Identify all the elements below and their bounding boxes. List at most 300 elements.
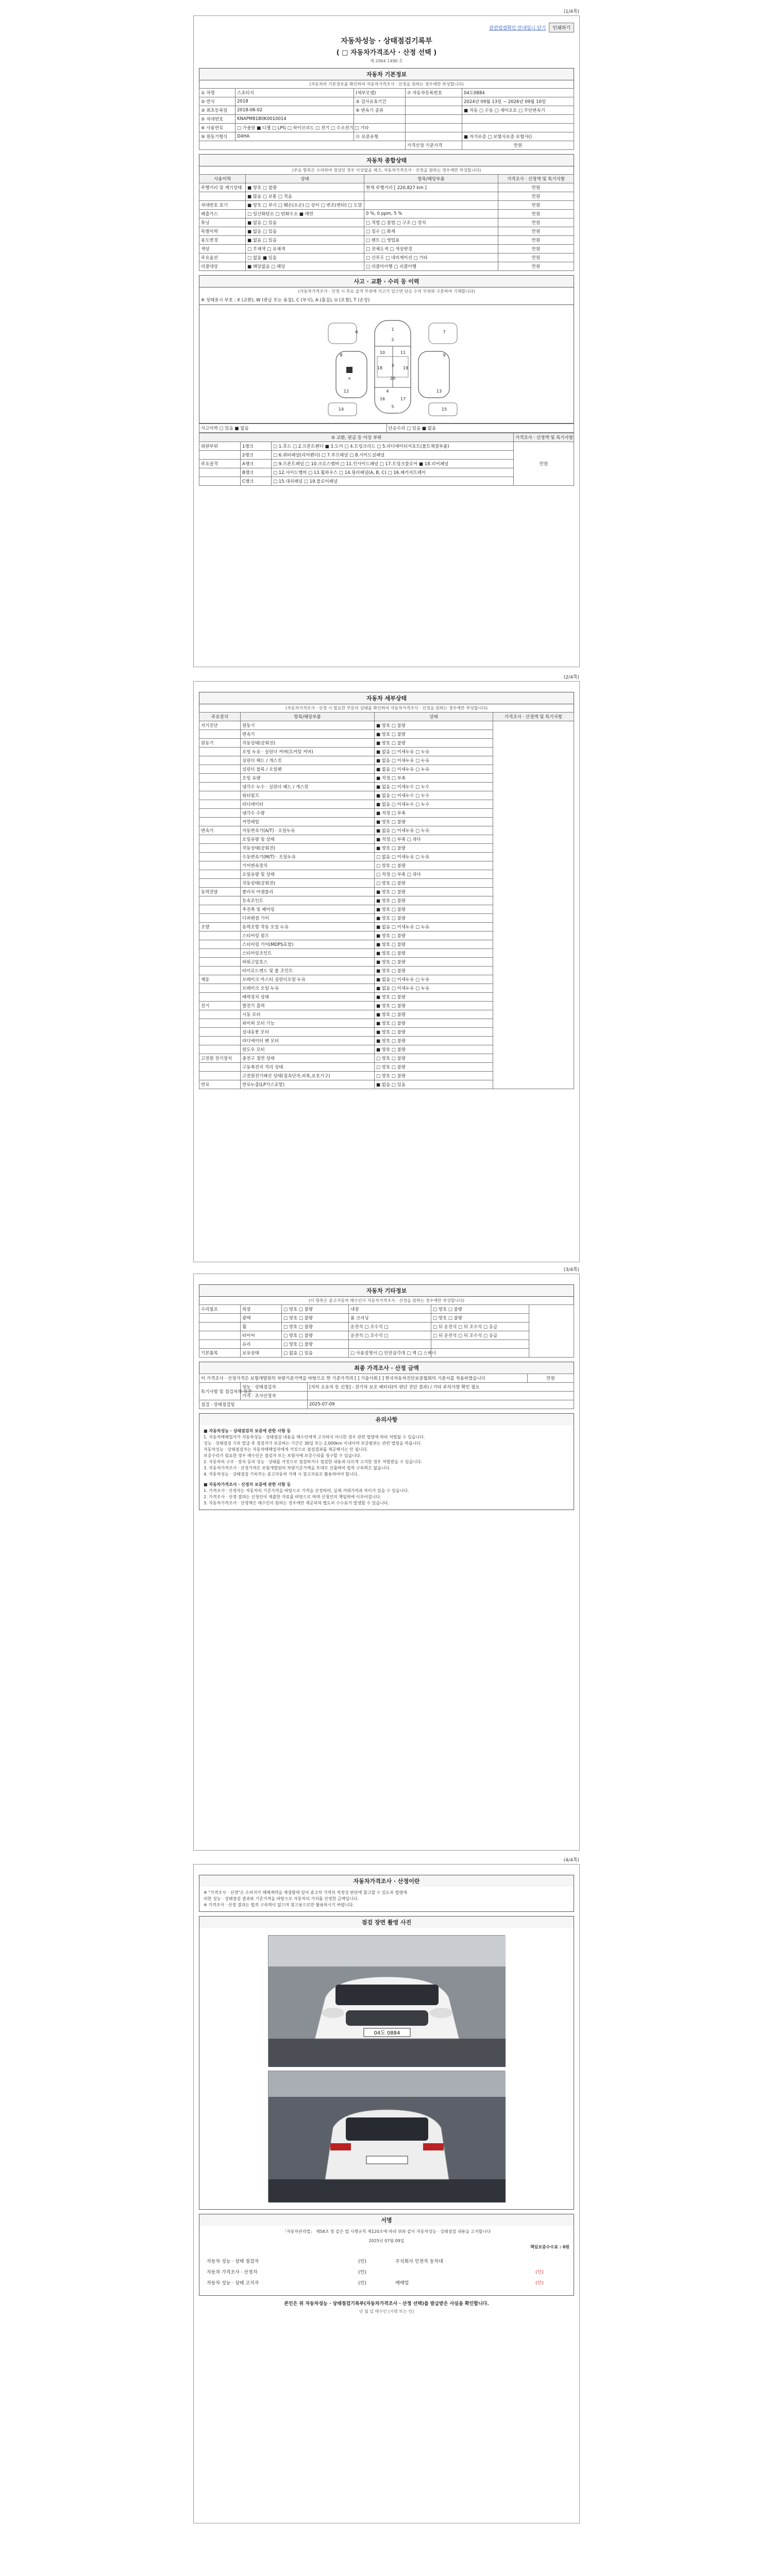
guide-line-3: ※ 가격조사 · 산정 결과는 법적 구속력이 없으며 참고용으로만 활용하시기 바랍니다. — [204, 1903, 355, 1907]
signer-role: 자동차 성능 · 상태 고지자 — [207, 2281, 259, 2286]
notice-line: 자동차성능 · 상태점검자는 자동차매매업자에게 거짓으로 점검결과를 제공해서는 안 됩니다. — [204, 1447, 368, 1452]
car-outline-icon — [326, 315, 460, 418]
state-cell-d: 0 %, 0 ppm, 5 % — [364, 210, 498, 218]
basic-value: 2018-06-02 — [236, 106, 354, 115]
overall-state-note: (주요 항목은 수리하여 정상인 경우 이상없음 체크, 자동차가격조사 · 산정을 원하는 경우에만 작성합니다) — [199, 166, 574, 174]
etc-cell-g: 수리필요 — [199, 1305, 241, 1314]
basic-value3 — [462, 124, 574, 132]
state-cell-k: 배출가스 — [199, 210, 246, 218]
detail-group — [199, 1045, 241, 1054]
diagram-part-label: 12 — [343, 389, 349, 394]
photo-heading: 점검 장면 촬영 사진 — [199, 1916, 574, 1928]
detail-group — [199, 791, 241, 800]
state-cell-p: 만원 — [498, 210, 574, 218]
detail-item: 실린더 헤드 / 개스킷 — [241, 756, 375, 765]
signer-row — [204, 2256, 569, 2266]
notice-line: 4. 자동차성능 · 상태점검 기록부는 중고자동차 거래 시 참고자료로 활용하여야 합니다. — [204, 1472, 359, 1477]
state-cell-p: 만원 — [498, 201, 574, 210]
detail-group: 원동기 — [199, 739, 241, 748]
frame-cell-k — [199, 451, 241, 460]
detail-group — [199, 748, 241, 756]
etc-cell-i2: 룸 크리닝 — [349, 1314, 431, 1323]
basic-value: D4HA — [236, 132, 354, 141]
detail-item: 오일유량 및 상태 — [241, 870, 375, 879]
detail-note: (자동차가격조사 · 산정 시 필요한 부분의 상태를 확인하여 자동차가격조사 · 산정을 원하는 경우에만 작성합니다) — [199, 704, 574, 712]
final-price-unit: 만원 — [528, 1374, 574, 1383]
state-cell-k: 튜닝 — [199, 218, 246, 227]
signer-mark: (인) — [358, 2270, 366, 2275]
state-cell-d: □ 선루프 □ 네비게이션 □ 기타 — [364, 253, 498, 262]
state-cell-p: 만원 — [498, 183, 574, 192]
notice-line: 2. 자동차의 구조 · 장치 등의 성능 · 상태를 거짓으로 점검하거나 점검한 내용과 다르게 고지한 경우 처벌받을 수 있습니다. — [204, 1460, 423, 1464]
final-price-table — [199, 1374, 574, 1409]
state-row — [199, 183, 574, 192]
detail-state: ■ 없음 □ 미세누유 □ 누유 — [375, 756, 493, 765]
detail-col-2: 상태 — [375, 713, 493, 721]
state-cell-d: □ 침수 □ 화재 — [364, 227, 498, 236]
detail-group: 연료 — [199, 1080, 241, 1089]
state-cell-k: 차대번호 표기 — [199, 201, 246, 210]
accident-note: (자동차가격조사 · 산정 시 주요 골격 부위에 사고가 있으면 단순 수리 부위와 구분하여 기재합니다) — [199, 287, 574, 295]
state-cell-s: □ 무채색 □ 유채색 — [246, 245, 364, 253]
notice-line: 2. 가격조사 · 산정 결과는 신청인이 제출한 자료를 바탕으로 하며 신청인의 책임하에 이루어집니다. — [204, 1495, 381, 1499]
page-number: (3/4쪽) — [563, 1267, 579, 1273]
frame-cell-v: □ 6.쿼터패널(리어펜더) □ 7.루프패널 □ 8.사이드실패널 — [272, 451, 514, 460]
basic-info-note: (자동차의 기본정보를 확인하여 자동차가격조사 · 산정을 원하는 경우에만 작성합니다) — [199, 80, 574, 88]
rear-photo — [268, 2071, 505, 2202]
print-button[interactable]: 인쇄하기 — [549, 23, 574, 32]
detail-state: ■ 양호 □ 불량 — [375, 844, 493, 853]
state-cell-s: ■ 양호 □ 불량 — [246, 183, 364, 192]
detail-state: □ 양호 □ 불량 — [375, 1072, 493, 1080]
etc-cell-i: 보유상태 — [241, 1349, 282, 1358]
final-price-text: 이 가격조사 · 산정가격은 보험개발원의 차량기준가액을 바탕으로 한 기준가격과 [ ] 기술사회 [ ] 한국자동차진단보증협회의 기준서를 적용하였습니다 — [199, 1374, 528, 1383]
detail-group — [199, 1037, 241, 1045]
etc-row — [199, 1305, 574, 1314]
detail-group — [199, 835, 241, 844]
state-cell-d — [364, 192, 498, 201]
etc-row — [199, 1314, 574, 1323]
basic-value3: 04도0884 — [462, 89, 574, 97]
basic-value: □ 가솔린 ■ 디젤 □ LPG □ 하이브리드 □ 전기 □ 수소전기 □ 기타 — [236, 124, 354, 132]
detail-state: ■ 양호 □ 불량 — [375, 888, 493, 896]
detail-group — [199, 870, 241, 879]
basic-key: ② 연식 — [199, 97, 236, 106]
etc-cell-g — [199, 1340, 241, 1349]
state-cell-s: ■ 많음 □ 보통 □ 적음 — [246, 192, 364, 201]
etc-price-col — [529, 1305, 574, 1358]
toolbar — [199, 22, 574, 32]
detail-state: ■ 양호 □ 불량 — [375, 1010, 493, 1019]
doc-number: 제 2064 1490 호 — [370, 59, 403, 63]
basic-row — [199, 97, 574, 106]
notice-line: 1. 가격조사 · 산정자는 자동차의 기준가격을 바탕으로 가격을 산정하며, 실제 거래가격과 차이가 있을 수 있습니다. — [204, 1488, 409, 1493]
detail-item: 충전구 절연 상태 — [241, 1054, 375, 1063]
etc-cell-s: □ 양호 □ 불량 — [282, 1314, 349, 1323]
guide-heading: 자동차가격조사 · 산정이란 — [199, 1875, 574, 1887]
detail-item: 워터펌프 — [241, 791, 375, 800]
detail-state: □ 적정 □ 부족 □ 과다 — [375, 870, 493, 879]
detail-col-1: 항목/해당부품 — [241, 713, 375, 721]
state-cell-d: □ 적법 □ 불법 □ 구조 □ 장치 — [364, 218, 498, 227]
signer-right-role: 주식회사 인천자 동차대 — [395, 2259, 443, 2264]
state-cell-k — [199, 192, 246, 201]
basic-info-heading: 자동차 기본정보 — [199, 68, 574, 80]
signer-right-mark: (인) — [535, 2270, 544, 2275]
etc-table — [199, 1304, 574, 1358]
notice-line: 3. 자동차가격조사 · 산정가격은 보험개발원의 차량기준가액을 토대로 산출하며 법적 구속력은 없습니다. — [204, 1466, 391, 1470]
state-cell-s: ■ 양호 □ 부식 □ 훼손(오손) □ 상이 □ 변조(변타) □ 도말 — [246, 201, 364, 210]
detail-item: 브레이크 오일 누유 — [241, 984, 375, 993]
state-cell-d: □ 리콜미이행 □ 리콜이행 — [364, 262, 498, 271]
detail-group — [199, 1028, 241, 1037]
notice-sub2: ■ 자동차가격조사 · 산정자 보증에 관한 사항 등 — [204, 1482, 291, 1487]
basic-key3 — [406, 106, 462, 115]
detail-state: □ 없음 □ 미세누유 □ 누유 — [375, 853, 493, 861]
state-cell-k: 색상 — [199, 245, 246, 253]
detail-group — [199, 949, 241, 958]
detail-group — [199, 809, 241, 818]
final-price-title: 최종 가격조사 · 산정 금액 — [354, 1365, 419, 1371]
detail-item: 기어변속장치 — [241, 861, 375, 870]
basic-key3 — [406, 97, 462, 106]
detail-item: 추진축 및 베어링 — [241, 905, 375, 914]
guide-line-1: ※ "가격조사 · 산정"은 소비자가 매매계약을 체결함에 있어 중고차 가격의 적정성 판단에 참고할 수 있도록 법령에 — [204, 1890, 407, 1895]
basic-value3: ■ 자동 □ 수동 □ 세미오토 □ 무단변속기 — [462, 106, 574, 115]
etc-row — [199, 1340, 574, 1349]
detail-item: 스티어링 기어(MDPS포함) — [241, 940, 375, 949]
detail-group — [199, 730, 241, 739]
special-label: 특기사항 및 점검자의 의견 — [199, 1383, 241, 1400]
diagram-part-label: 16 — [379, 397, 385, 401]
price-basis-unit: 만원 — [462, 141, 574, 150]
etc-cell-g — [199, 1323, 241, 1331]
etc-cell-s: □ 없음 □ 있음 — [282, 1349, 349, 1358]
state-cell-d — [364, 201, 498, 210]
state-cell-k: 특별이력 — [199, 227, 246, 236]
state-cell-k: 리콜대상 — [199, 262, 246, 271]
etc-cell-i: 외장 — [241, 1305, 282, 1314]
notice-line: 3. 자동차가격조사 · 산정액은 매수인이 원하는 경우에만 제공되며 별도의 수수료가 발생할 수 있습니다. — [204, 1501, 390, 1505]
basic-key2: (세부모델) — [354, 89, 406, 97]
detail-state: ■ 양호 □ 불량 — [375, 949, 493, 958]
diagram-part-label: 11 — [400, 350, 406, 355]
basic-key: ① 차명 — [199, 89, 236, 97]
diagram-part-label: 5 — [391, 404, 394, 409]
state-cell-s: ■ 없음 □ 있음 — [246, 227, 364, 236]
detail-group: 전기 — [199, 1002, 241, 1010]
etc-cell-i: 휠 — [241, 1323, 282, 1331]
etc-cell-s2 — [431, 1340, 529, 1349]
detail-item: 연료누출(LP가스포함) — [241, 1080, 375, 1089]
detail-item: 윈도우 모터 — [241, 1045, 375, 1054]
signer-row — [204, 2277, 569, 2288]
etc-row — [199, 1349, 574, 1358]
detail-heading: 자동차 세부상태 — [199, 692, 574, 704]
diagram-part-label: 15 — [441, 407, 447, 412]
guide-line-2: 의한 성능 · 상태점검 결과와 기준가격을 바탕으로 자동차의 가치를 산정한 금액입니다. — [204, 1896, 359, 1901]
signer-right-role — [392, 2266, 532, 2277]
detail-group — [199, 879, 241, 888]
detail-item: 와이퍼 모터 기능 — [241, 1019, 375, 1028]
frame-cell-rank: A랭크 — [241, 460, 272, 468]
detail-state: ■ 양호 □ 불량 — [375, 967, 493, 975]
frame-heading: ⑤ 교환, 판금 등 이상 부위 — [199, 433, 514, 442]
state-cell-d: □ 전체도색 □ 색상변경 — [364, 245, 498, 253]
basic-key: ⑥ 사용연료 — [199, 124, 236, 132]
special-inspector: 성능 · 상태점검자 — [241, 1383, 308, 1392]
basic-key2: ③ 검사유효기간 — [354, 97, 406, 106]
etc-cell-s2: □ 양호 □ 불량 — [431, 1314, 529, 1323]
state-cell-p: 만원 — [498, 218, 574, 227]
etc-cell-i: 유리 — [241, 1340, 282, 1349]
receipt-sign: 년 월 일 매수인 (서명 또는 인) — [359, 2309, 414, 2314]
detail-state: ■ 없음 □ 미세누수 □ 누수 — [375, 791, 493, 800]
detail-item: 클러치 어셈블리 — [241, 888, 375, 896]
record-page-3 — [193, 1267, 580, 1851]
diagram-part-label: 14 — [338, 407, 344, 412]
detail-state: ■ 없음 □ 미세누유 □ 누유 — [375, 975, 493, 984]
frame-cell-k — [199, 468, 241, 477]
detail-item: 배력장치 상태 — [241, 993, 375, 1002]
signer-mark: (인) — [358, 2281, 366, 2286]
detail-item: 라디에이터 팬 모터 — [241, 1037, 375, 1045]
frame-cell-v: □ 15.대쉬패널 □ 19.플로어패널 — [272, 477, 514, 486]
detail-group — [199, 1019, 241, 1028]
detail-group — [199, 818, 241, 826]
detail-item: 시동 모터 — [241, 1010, 375, 1019]
detail-item: 스티어링조인트 — [241, 949, 375, 958]
detail-item: 타이로드엔드 및 볼 조인트 — [241, 967, 375, 975]
signer-role: 자동차 가격조사 · 산정자 — [207, 2270, 258, 2275]
basic-key3 — [406, 124, 462, 132]
simple-repair-yesno: 단순수리 □ 있음 ■ 없음 — [386, 424, 574, 433]
detail-group — [199, 1010, 241, 1019]
accident-summary — [199, 423, 574, 433]
detail-state: ■ 양호 □ 불량 — [375, 1045, 493, 1054]
state-row — [199, 210, 574, 218]
detail-group — [199, 800, 241, 809]
detail-state: ■ 양호 □ 불량 — [375, 818, 493, 826]
diagram-part-label: 19 — [402, 366, 409, 370]
state-col-1: 상태 — [246, 175, 364, 183]
overall-state-heading: 자동차 종합상태 — [199, 154, 574, 166]
detail-item: 동력조향 작동 오일 누유 — [241, 923, 375, 931]
state-cell-p: 만원 — [498, 236, 574, 245]
detail-state: ■ 양호 □ 불량 — [375, 931, 493, 940]
detail-group: 고전원 전기장치 — [199, 1054, 241, 1063]
notice-line: 보증수리가 필요한 경우 매수인은 점검자 또는 보험사에 보증수리를 청구할 수 있습니다. — [204, 1453, 362, 1458]
record-page-4 — [193, 1858, 580, 2523]
frame-cell-rank: 2랭크 — [241, 451, 272, 460]
basic-value3: 2024년 09월 13일 ~ 2026년 09월 10일 — [462, 97, 574, 106]
state-row — [199, 218, 574, 227]
frame-cell-v: □ 1.후드 □ 2.프론트펜더 ■ 3.도어 □ 4.트렁크리드 □ 5.라디에이터서포트(볼트체결부품) — [272, 442, 514, 451]
sign-block — [199, 2226, 574, 2296]
detail-state: ■ 적정 □ 부족 — [375, 774, 493, 783]
state-row — [199, 192, 574, 201]
state-cell-k: 용도변경 — [199, 236, 246, 245]
signer-role: 자동차 성능 · 상태 점검자 — [207, 2259, 259, 2264]
record-page-1 — [193, 9, 580, 667]
frame-note: 가격조사 · 산정액 및 특기사항 — [514, 433, 574, 442]
basic-key2: ⑨ 변속기 종류 — [354, 106, 406, 115]
detail-state: ■ 양호 □ 불량 — [375, 1019, 493, 1028]
detail-group: 자기진단 — [199, 721, 241, 730]
price-basis-label: 가격산정 기준가격 — [406, 141, 462, 150]
detail-state: ■ 양호 □ 불량 — [375, 739, 493, 748]
detail-state: ■ 양호 □ 불량 — [375, 721, 493, 730]
detail-item: 발전기 출력 — [241, 1002, 375, 1010]
diagram-part-label: 20 — [390, 376, 396, 381]
etc-row — [199, 1331, 574, 1340]
detail-state: ■ 양호 □ 불량 — [375, 896, 493, 905]
accident-heading: 사고 · 교환 · 수리 등 이력 — [199, 275, 574, 287]
frame-price: 만원 — [514, 442, 574, 486]
etc-cell-g: 기본품목 — [199, 1349, 241, 1358]
basic-value3: ■ 자가보증 □ 보험사보증 보험사() — [462, 132, 574, 141]
diagram-part-label: 2 — [391, 337, 394, 342]
detail-item: 변속기 — [241, 730, 375, 739]
signer-row — [204, 2266, 569, 2277]
car-damage-diagram — [199, 305, 574, 423]
detail-group — [199, 1063, 241, 1072]
state-col-3: 가격조사 · 산정액 및 특기사항 — [498, 175, 574, 183]
detail-group — [199, 905, 241, 914]
detail-group — [199, 861, 241, 870]
basic-key: ⑩ 원동기형식 — [199, 132, 236, 141]
detail-item: 파워고압호스 — [241, 958, 375, 967]
frame-cell-rank: 1랭크 — [241, 442, 272, 451]
detail-state: □ 양호 □ 불량 — [375, 879, 493, 888]
detail-item: 등속조인트 — [241, 896, 375, 905]
detail-state: □ 양호 □ 불량 — [375, 1063, 493, 1072]
etc-cell-i2: □ 사용설명서 □ 안전삼각대 □ 잭 □ 스패너 — [349, 1349, 431, 1358]
detail-group — [199, 958, 241, 967]
detail-state: ■ 양호 □ 불량 — [375, 958, 493, 967]
detail-state: ■ 없음 □ 미세누유 □ 누유 — [375, 923, 493, 931]
price-inspector: 가격 · 조사산정자 — [241, 1392, 308, 1400]
etc-heading: 자동차 기타정보 — [199, 1284, 574, 1296]
diagram-part-label: 1 — [391, 327, 394, 332]
etc-cell-g — [199, 1314, 241, 1323]
frame-table — [199, 433, 574, 486]
etc-cell-s2: □ 양호 □ 불량 — [431, 1305, 529, 1314]
diagram-part-label: 10 — [379, 350, 385, 355]
etc-cell-i2 — [349, 1340, 431, 1349]
diagram-part-label: 8 — [340, 353, 343, 358]
inspect-date-value: 2025-07-09 — [308, 1400, 574, 1409]
detail-state: ■ 양호 □ 불량 — [375, 1037, 493, 1045]
detail-group — [199, 993, 241, 1002]
state-cell-p: 만원 — [498, 245, 574, 253]
page-subtitle: ( □ 자동차가격조사 · 산정 선택 ) — [336, 49, 437, 57]
receipt-text: 본인은 위 자동차성능 · 상태점검기록부(자동차가격조사 · 산정 선택)를 발급받은 사실을 확인합니다. — [284, 2301, 489, 2307]
detail-state: ■ 양호 □ 불량 — [375, 940, 493, 949]
detail-col-3: 가격조사 · 산정액 및 특기사항 — [493, 713, 574, 721]
signer-table — [204, 2256, 569, 2288]
basic-key3 — [406, 115, 462, 124]
detail-item: 구동축전지 격리 상태 — [241, 1063, 375, 1072]
detail-group: 변속기 — [199, 826, 241, 835]
state-cell-s: ■ 없음 □ 있음 — [246, 218, 364, 227]
frame-cell-v: □ 9.프론트패널 □ 10.크로스멤버 □ 11.인사이드패널 □ 17.트렁크플로어 ■ 18.리어패널 — [272, 460, 514, 468]
detail-group: 조향 — [199, 923, 241, 931]
detail-item: 냉각수 수량 — [241, 809, 375, 818]
overall-state-table — [199, 174, 574, 271]
state-cell-p: 만원 — [498, 192, 574, 201]
etc-cell-i: 광택 — [241, 1314, 282, 1323]
detail-group — [199, 940, 241, 949]
detail-state: ■ 양호 □ 불량 — [375, 905, 493, 914]
special-text: [자의 소유자 등 신청] - 전기차 보조 배터리(미 판단 진단 결과) / 기타 주의사항 확인 필요 — [308, 1383, 574, 1392]
notice-line: 성능 · 상태점검 기록 발급 후 점검자가 보증하는 기간은 30일 또는 2,000km 이내이며 보증범위는 관련 법령을 따릅니다. — [204, 1441, 422, 1446]
page-number: (4/4쪽) — [563, 1858, 579, 1863]
basic-value3 — [462, 115, 574, 124]
detail-group — [199, 774, 241, 783]
basic-key: ⑤ 차대번호 — [199, 115, 236, 124]
state-cell-p: 만원 — [498, 227, 574, 236]
basic-value: KNAPM81B0K0010014 — [236, 115, 354, 124]
detail-state: ■ 없음 □ 미세누유 □ 누유 — [375, 826, 493, 835]
frame-cell-v: □ 12.사이드멤버 □ 13.휠하우스 □ 14.필러패널(A, B, C) □ 16.패키지트레이 — [272, 468, 514, 477]
detail-row — [199, 721, 574, 730]
detail-state: ■ 없음 □ 있음 — [375, 1080, 493, 1089]
detail-item: 스티어링 펌프 — [241, 931, 375, 940]
basic-row — [199, 132, 574, 141]
etc-cell-s2: □ 뒤 운전석 □ 뒤 조수석 □ 응급 — [431, 1323, 529, 1331]
record-page-2 — [193, 675, 580, 1262]
detail-price-col — [493, 721, 574, 1089]
frame-cell-k: 외판부위 — [199, 442, 241, 451]
detail-state: □ 양호 □ 불량 — [375, 861, 493, 870]
notice-line: 1. 자동차매매업자가 자동차성능 · 상태점검 내용을 매수인에게 고지하지 아니한 경우 관련 법령에 따라 처벌될 수 있습니다. — [204, 1435, 425, 1439]
detail-state: □ 양호 □ 불량 — [375, 1054, 493, 1063]
detail-item: 브레이크 마스터 실린더오일 누유 — [241, 975, 375, 984]
detail-item: 자동변속기(A/T) · 오일누유 — [241, 826, 375, 835]
detail-state: ■ 양호 □ 불량 — [375, 993, 493, 1002]
detail-group — [199, 914, 241, 923]
signer-right-mark: (인) — [535, 2281, 544, 2286]
diagram-part-label: 9 — [443, 353, 446, 358]
frame-cell-rank: C랭크 — [241, 477, 272, 486]
detail-item: 냉각수 누수 · 실린더 헤드 / 개스킷 — [241, 783, 375, 791]
detail-item: 오일 유량 — [241, 774, 375, 783]
basic-key3 — [406, 132, 462, 141]
front-photo — [268, 1935, 505, 2066]
diagram-part-label: 6 — [355, 330, 358, 334]
detail-group — [199, 783, 241, 791]
basic-row — [199, 115, 574, 124]
accident-yesno: 사고이력 □ 있음 ■ 없음 — [199, 424, 387, 433]
law-link[interactable]: 관련법령확인 안내입니 닫기 — [489, 25, 546, 31]
detail-item: 오일 누유 · 실린더 커버(로커암 커버) — [241, 748, 375, 756]
basic-value: 2018 — [236, 97, 354, 106]
notice-block — [199, 1425, 574, 1510]
detail-item: 디퍼렌셜 기어 — [241, 914, 375, 923]
svg-text:X: X — [348, 377, 351, 381]
state-cell-p: 만원 — [498, 253, 574, 262]
etc-cell-s2 — [431, 1349, 529, 1358]
sign-heading: 서명 — [199, 2214, 574, 2226]
final-price-heading — [199, 1362, 574, 1374]
detail-group — [199, 756, 241, 765]
detail-group — [199, 931, 241, 940]
detail-group — [199, 844, 241, 853]
detail-group — [199, 765, 241, 774]
diagram-part-label: 7 — [443, 330, 446, 334]
diagram-part-label: 18 — [377, 366, 383, 370]
